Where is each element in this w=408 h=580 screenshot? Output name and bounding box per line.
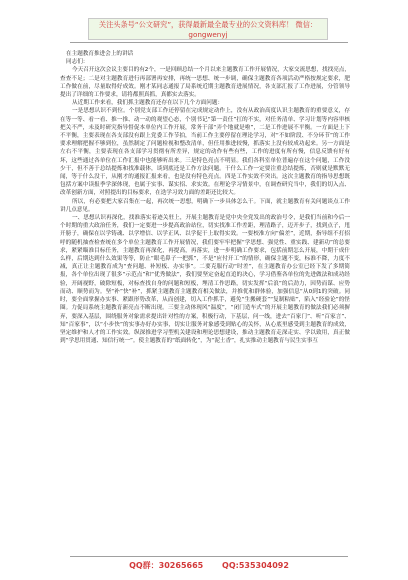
banner-text: 关注头条号“公文研究”，获得最新最全最专业的公文资料库！ 微信：gongwenyj [98,20,318,39]
document-body [60,50,350,345]
paragraph: 一、思想认识再深化，找准落实着迹关驻上，开展主题教育是党中央全党发出的政治号令，是我们当前和今后一个时期的重大政治任务，我们一定要进一步提高政治站位，切实找准工作差距，理清路子，迈开步子，找到点子，甩开膀子，确保在以学铸魂、以学增信、以学正风、以学促干上取得实效。一要校准方向“偏差”，近期，指导组不打招呼的随机抽查检查统在多个单位主题教育工作开展情况，我们要牢牢把握“学思想、强党性、重实践、建新功”的总要求，紧紧瞄准目标任务，主题教育再深化，再提高，再落实，进一步明确工作要求，包括前期怎么开展，中期干成什么样，后期达到什么效果等等，防止“眼毛鼻子一把抓”，不是“应付开工”的情形，确保主题不变，标准不降，力度不减，真正让主题教育成为“查问题、补短板、办实事”。二要克服行动“时差”，在主题教育办公室已经下发了多期简报，各个单位出现了很多“示范点”和“优秀做法”，我们要坚定奋起直追的决心，学习借鉴各单位的先进做法和成功经验，开阔视野，破除短板，对标查找自身的问题和短板，埋清工作思路，切实发挥“后浪”的后劲力，因势而谋、应势而动、顺势而为。坚“补”快“补”，抓紧主题教育主题教育相关做法，并推优和群体验，加强信息“从0到1的突破。同时，要全面掌握办实事、紧跟形势改革，从而创建，切入工作抓手，避免“生搬硬套”“复制粘贴”，陷入“经验论”的怪圈。力促局系统主题教育新亮点不断出现。三要主动体现风“温度”，“闭门造车式”的开展主题教育的做法我们必须摒弃，要深入基层，围绕服务对象需求提出针对性的方案，积极行动，下基层，问一线，进去“百家门”、听“百家言”、知“百家事”，以“小步快”的实事办好办实事，切实让服务对象感受到贴心的关怀，从心底里感受到主题教育的成效，坚定维护和人才的工作实效。纵深推进学习型机关建设和理论思想建设，推动主题教育走深走实、学以致用，真正做到“学思用贯通、知信行统一”。使主题教育的“纸面转化”，为“泥土香”，扎实推动主题教育与民生实事互 [60,215,350,345]
greeting: 同志们： [66,59,89,66]
qq-group-text: QQ群：30265665 [129,561,204,570]
qq-text: QQ:535304092 [222,561,289,570]
promo-banner [88,18,328,40]
footer-contact [70,556,348,571]
header-divider [70,42,348,43]
paragraph: 一是思想认识不到位。个别党支部工作还停留在完成规定动作上，没有从政治高度认识主题教育的重要意义，存在等一等、看一看、推一推、动一动的观望心态，个别书记“第一责任”扛的不实，对任务清单、学习计划等内容审核把关不严，未及时研究指导督促本单位内工作开展，常务干部“弄个地就是啦”，二是工作进展不平衡。一方面是上下不平衡，主要表现在各支部没有跟上党委工作节拍，当前工作主要停留在理论学习，对“不如阶段、不分环节”的工作要求理解把握不够到位，虽然制定了问题检视和整改清单，但任用推进较慢，抓落实上没有较成功起来。另一方面是左右不平衡，主要表现在各支部学习贯彻有所差异，规定的动作有些有些，工作的进度有所有慢，信息反馈有好有坏，这些通过各单位在工作汇报中也能够听出来。三是特色亮点不明显。我们各科室单位普遍存在这个问题，工作没少干，但不善于总结提炼和找准载体，谈到底还是工作方法问题。干什么工作一定要注重总结提炼，否则就是默默无闻，等于什么没干，从刚才的通报汇报来看，也是没有特色亮点。四是工作实效不突出。这次主题教育的指导思想既包括方案中读报季学深体现，也属于实事、谋实招、求实效。在理论学习情景中，在调查研究当中，我们的切入点、改革创新方面，对照提出的目标要求，在迭学习效力面的差距还比较大。 [60,108,350,197]
paragraph: 今天召开这次会议主要目的有2个，一是回顾总结一个月以来主题教育工作开展情况，大家交流思想，找找亮点，查查不足；二是对主题教育进行再部署再安排，再统一思想、统一步调，确保主题教育各项活动严格按规定要求，肥工作做在前，尽量取得好成效。刚才某同志通报了局系统近期主题教育进展情况，各支部汇报了工作进展，分管领导提出了详细的工作要求，请将都照真抓，真都实去落实。 [60,67,350,99]
document-title: 在主题教育推进会上的讲话 [66,51,134,57]
paragraph: 从近期工作来看，我们抓主题教育还存在以下几个方面问题： [72,100,224,107]
paragraph: 所以，有必要把大家召集在一起，再次统一思想，明确下一步具体怎么干。下面，就主题教育有关问题谈点工作讲几点意见。 [60,198,350,213]
